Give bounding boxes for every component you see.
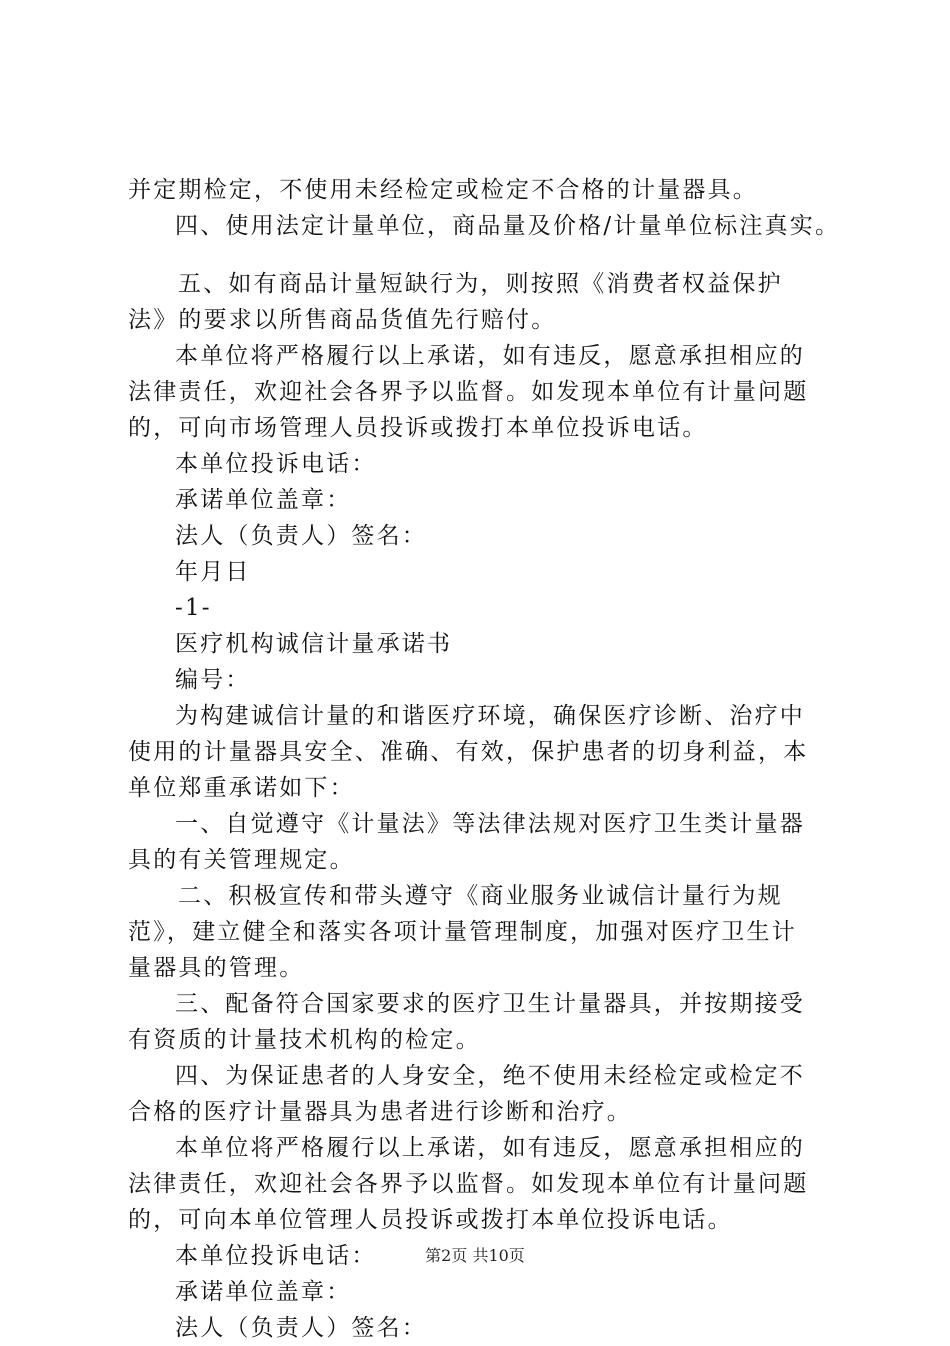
text-line: 单位郑重承诺如下： [128,775,355,801]
text-line: 三、配备符合国家要求的医疗卫生计量器具，并按期接受 [175,991,805,1017]
text-line: 法律责任，欢迎社会各界予以监督。如发现本单位有计量问题 [128,1171,809,1197]
text-line: 法律责任，欢迎社会各界予以监督。如发现本单位有计量问题 [128,379,809,405]
text-line: 二、积极宣传和带头遵守《商业服务业诚信计量行为规 [178,883,783,909]
text-line: 四、使用法定计量单位，商品量及价格/计量单位标注真实。 [175,213,841,239]
page-marker: -1- [175,595,212,621]
text-line: 具的有关管理规定。 [128,847,355,873]
text-line: 编号： [175,667,251,693]
date-line: 年月日 [175,559,251,585]
text-line: 范》，建立健全和落实各项计量管理制度，加强对医疗卫生计 [128,919,797,945]
page-number-footer: 第2页 共10页 [425,1246,525,1265]
text-line: 一、自觉遵守《计量法》等法律法规对医疗卫生类计量器 [175,811,805,837]
text-line: 使用的计量器具安全、准确、有效，保护患者的切身利益，本 [128,739,809,765]
text-line: 量器具的管理。 [128,955,305,981]
text-line: 承诺单位盖章： [175,487,352,513]
text-line: 有资质的计量技术机构的检定。 [128,1027,481,1053]
text-line: 法人（负责人）签名： [175,1315,427,1341]
text-line: 承诺单位盖章： [175,1279,352,1305]
text-line: 合格的医疗计量器具为患者进行诊断和治疗。 [128,1099,632,1125]
text-line: 的，可向本单位管理人员投诉或拨打本单位投诉电话。 [128,1207,733,1233]
text-line: 五、如有商品计量短缺行为，则按照《消费者权益保护 [178,271,783,297]
text-line: 为构建诚信计量的和谐医疗环境，确保医疗诊断、治疗中 [175,703,805,729]
text-line: 法人（负责人）签名： [175,523,427,549]
text-line: 并定期检定，不使用未经检定或检定不合格的计量器具。 [128,177,758,203]
document-title: 医疗机构诚信计量承诺书 [175,631,453,657]
document-body [128,172,841,1346]
text-line: 本单位投诉电话： [175,451,377,477]
text-line: 本单位将严格履行以上承诺，如有违反，愿意承担相应的 [175,343,805,369]
text-line: 本单位将严格履行以上承诺，如有违反，愿意承担相应的 [175,1135,805,1161]
text-line: 的，可向市场管理人员投诉或拨打本单位投诉电话。 [128,415,708,441]
text-line: 四、为保证患者的人身安全，绝不使用未经检定或检定不 [175,1063,805,1089]
text-line: 法》的要求以所售商品货值先行赔付。 [128,307,557,333]
text-line: 本单位投诉电话： [175,1243,377,1269]
paragraph-gap [128,244,832,266]
